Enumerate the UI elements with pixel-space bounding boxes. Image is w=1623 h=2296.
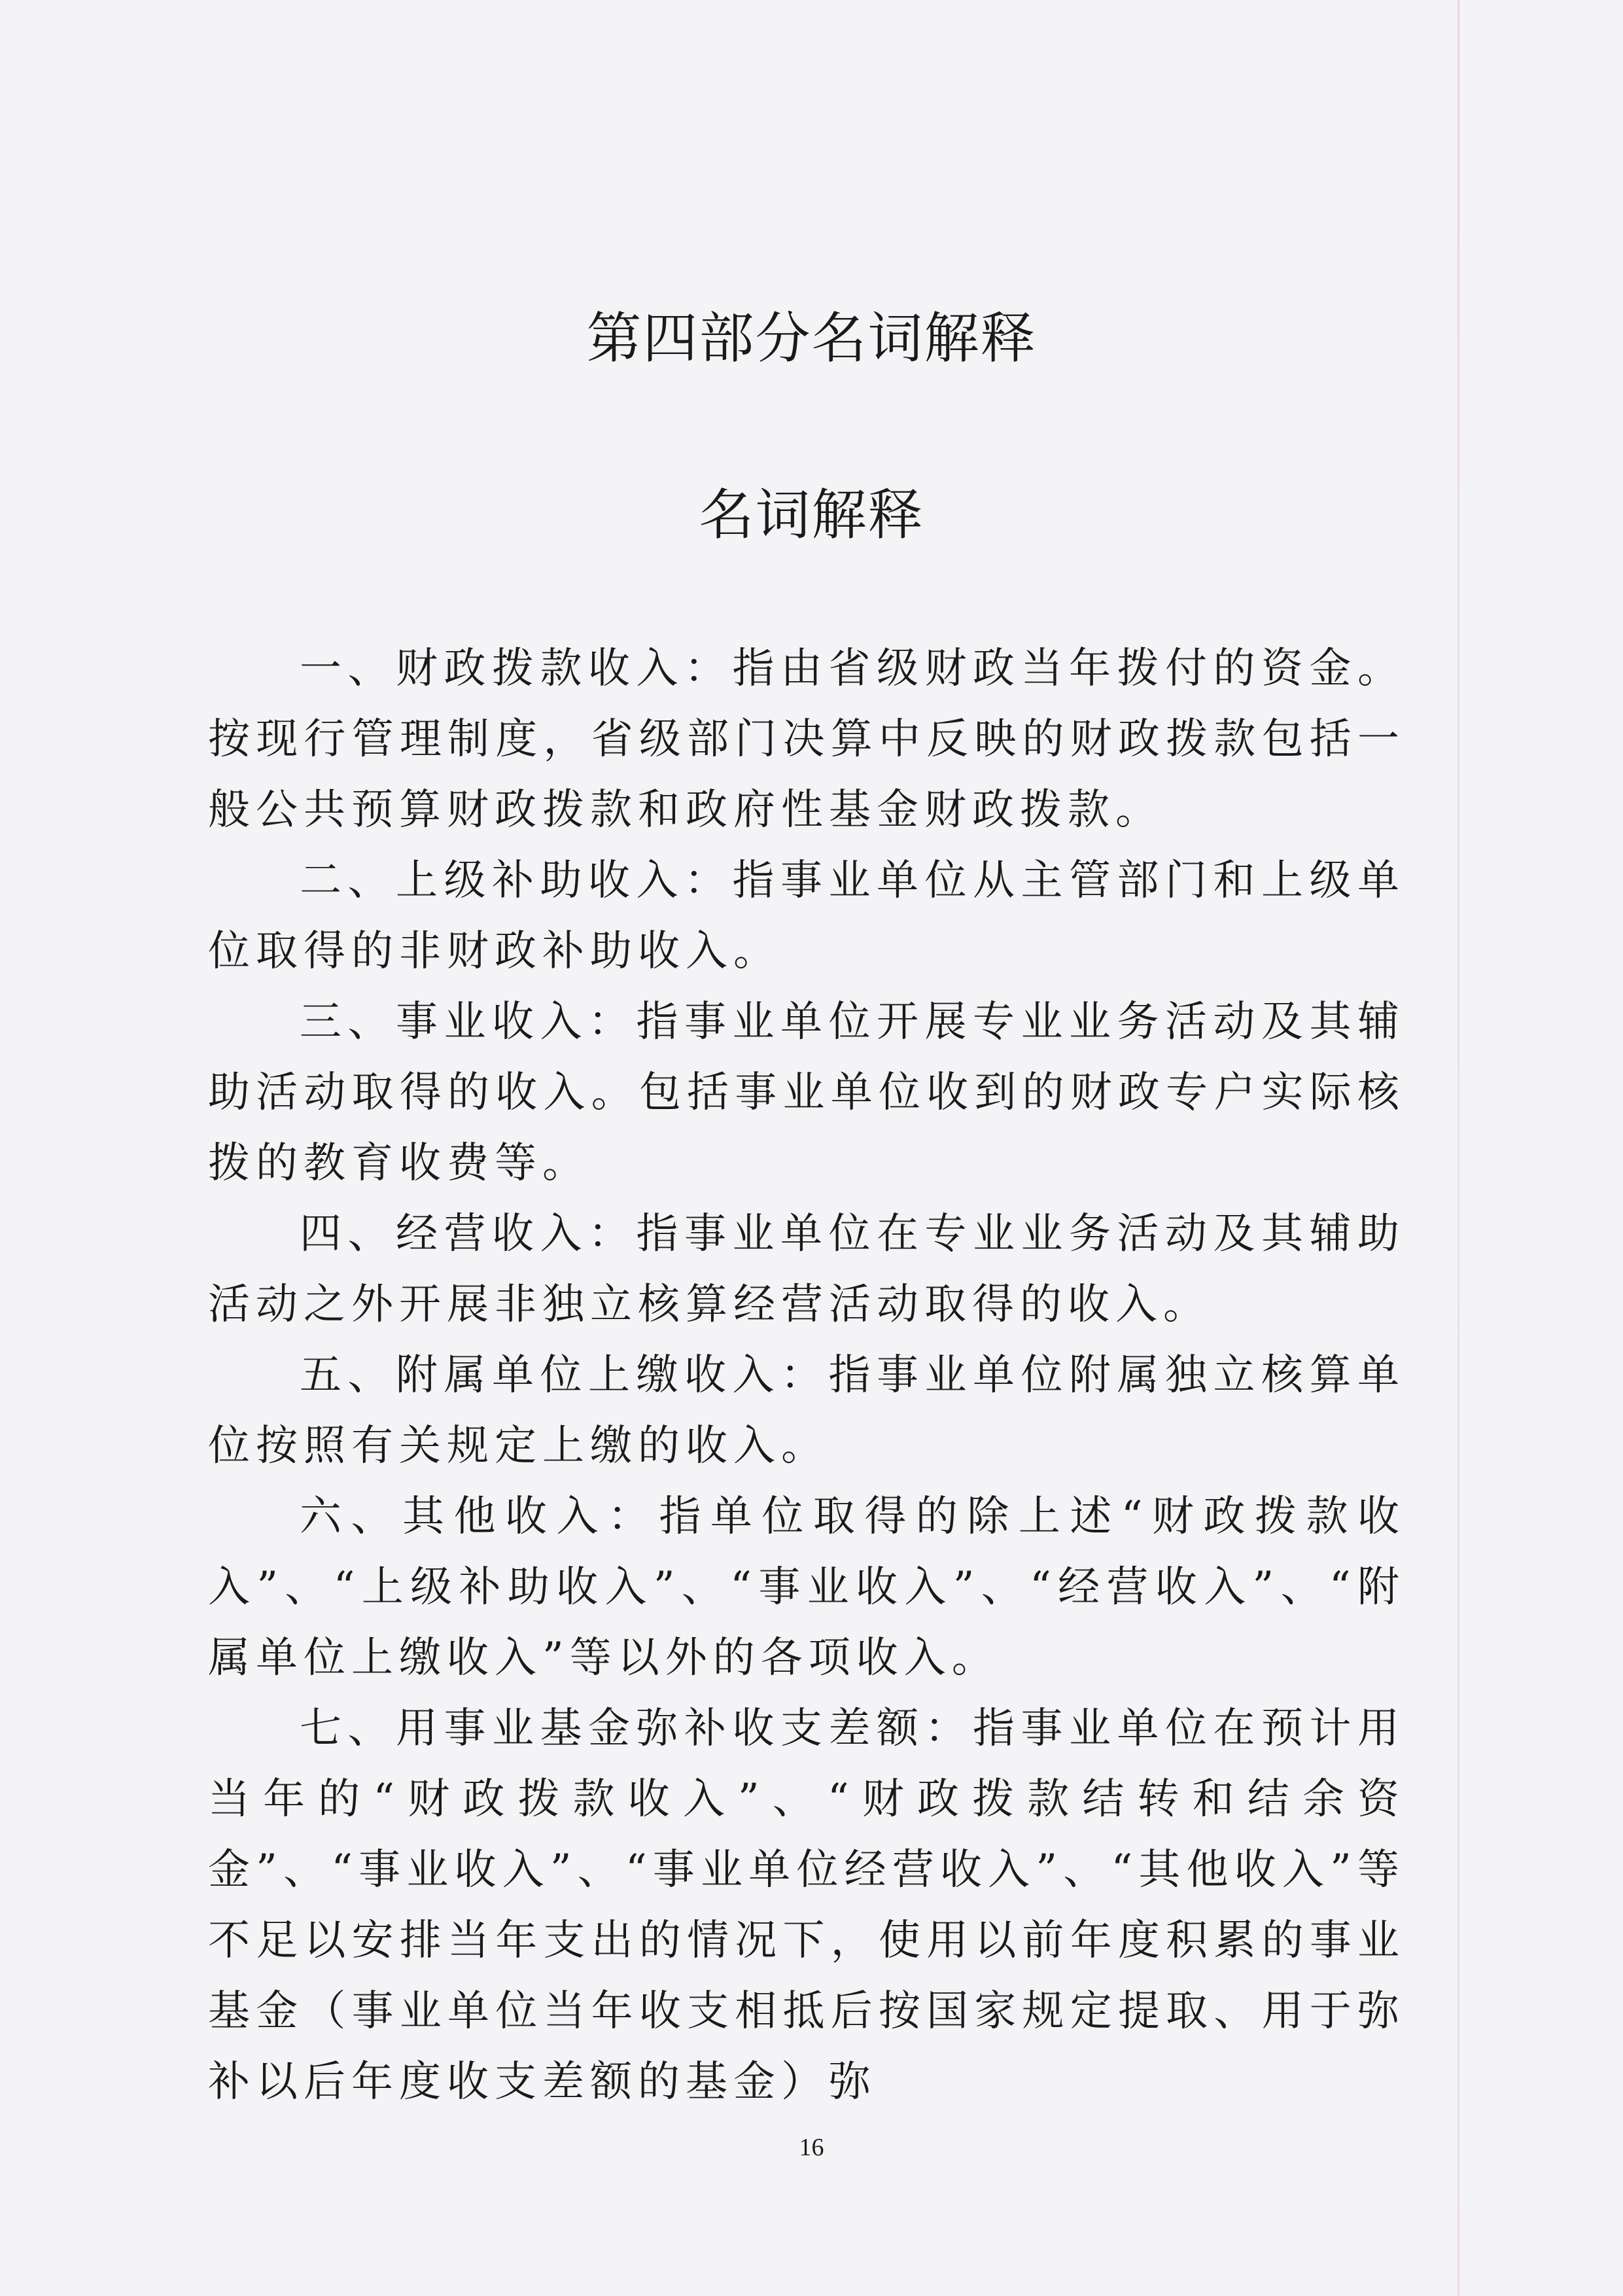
section-title: 名词解释 [699, 483, 924, 547]
paragraph-other-income: 六、其他收入：指单位取得的除上述“财政拨款收入”、“上级补助收入”、“事业收入”、“经营收入”、“附属单位上缴收入”等以外的各项收入。 [208, 1492, 1405, 1682]
page-number: 16 [799, 2134, 824, 2161]
part-title: 第四部分名词解释 [586, 306, 1037, 370]
paragraph-superior-subsidy-income: 二、上级补助收入：指事业单位从主管部门和上级单位取得的非财政补助收入。 [208, 857, 1405, 976]
body-text [208, 633, 1405, 2117]
paragraph-fiscal-appropriation-income: 一、财政拨款收入：指由省级财政当年拨付的资金。按现行管理制度，省级部门决算中反映的财政拨款包括一般公共预算财政拨款和政府性基金财政拨款。 [208, 645, 1405, 834]
paragraph-business-fund-offset: 七、用事业基金弥补收支差额：指事业单位在预计用当年的“财政拨款收入”、“财政拨款结转和结余资金”、“事业收入”、“事业单位经营收入”、“其他收入”等不足以安排当年支出的情况下，使用以前年度积累的事业基金（事业单位当年收支相抵后按国家规定提取、用于弥补以后年度收支差额的基金）弥 [208, 1704, 1405, 2106]
paragraph-operating-income: 四、经营收入：指事业单位在专业业务活动及其辅助活动之外开展非独立核算经营活动取得的收入。 [208, 1210, 1405, 1329]
paragraph-business-income: 三、事业收入：指事业单位开展专业业务活动及其辅助活动取得的收入。包括事业单位收到的财政专户实际核拨的教育收费等。 [208, 998, 1405, 1188]
paragraph-affiliated-unit-income: 五、附属单位上缴收入：指事业单位附属独立核算单位按照有关规定上缴的收入。 [208, 1351, 1405, 1470]
